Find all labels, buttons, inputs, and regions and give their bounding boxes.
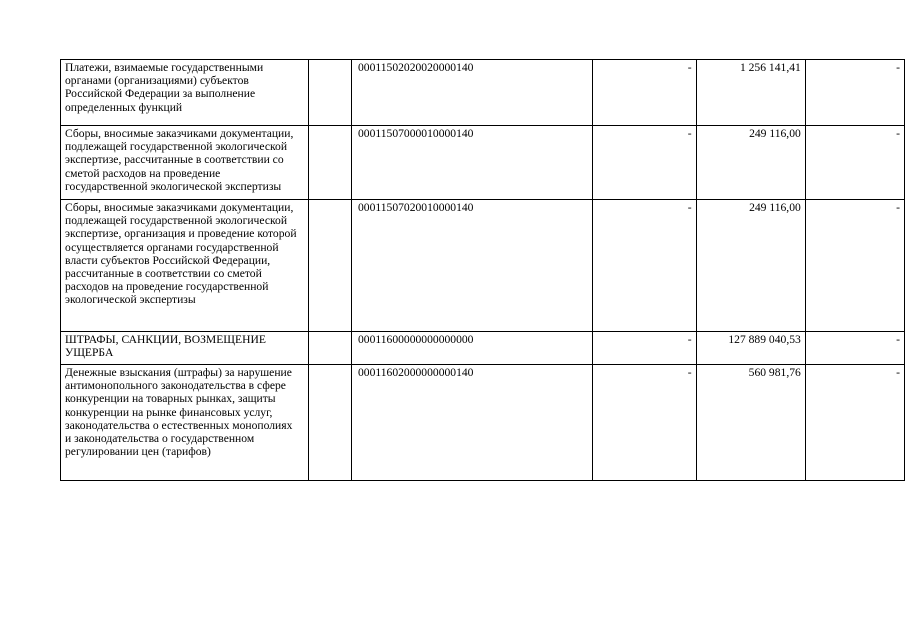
table-row [61, 332, 905, 365]
value-cell: 127 889 040,53 [696, 332, 805, 365]
budget-code: 00011502020020000140 [351, 60, 592, 126]
table-row [61, 60, 905, 126]
table-row [61, 200, 905, 332]
value-cell: - [593, 126, 696, 200]
budget-code: 00011507000010000140 [351, 126, 592, 200]
value-cell: - [805, 332, 904, 365]
value-cell: - [805, 126, 904, 200]
table-row [61, 126, 905, 200]
value-cell: - [805, 365, 904, 481]
empty-cell [308, 126, 351, 200]
empty-cell [308, 200, 351, 332]
value-cell: 249 116,00 [696, 200, 805, 332]
empty-cell [308, 365, 351, 481]
value-cell: - [593, 200, 696, 332]
table-row [61, 365, 905, 481]
row-name: ШТРАФЫ, САНКЦИИ, ВОЗМЕЩЕНИЕ УЩЕРБА [61, 332, 309, 365]
empty-cell [308, 60, 351, 126]
value-cell: - [593, 365, 696, 481]
budget-code: 00011600000000000000 [351, 332, 592, 365]
value-cell: 249 116,00 [696, 126, 805, 200]
budget-code: 00011507020010000140 [351, 200, 592, 332]
value-cell: - [593, 60, 696, 126]
row-name: Сборы, вносимые заказчиками документации, подлежащей государственной экологической экспертизе, рассчитанные в соответствии со сметой расходов на проведение государственной экологической экспертизы [61, 126, 309, 200]
value-cell: 1 256 141,41 [696, 60, 805, 126]
budget-revenue-table [60, 59, 905, 481]
row-name: Денежные взыскания (штрафы) за нарушение антимонопольного законодательства в сфере конкуренции на товарных рынках, защиты конкуренции на рынке финансовых услуг, законодательства о естественных монополиях и законодательства о государственном регулировании цен (тарифов) [61, 365, 309, 481]
value-cell: - [593, 332, 696, 365]
row-name: Платежи, взимаемые государственными органами (организациями) субъектов Российской Федерации за выполнение определенных функций [61, 60, 309, 126]
row-name: Сборы, вносимые заказчиками документации, подлежащей государственной экологической экспертизе, организация и проведение которой осуществляется органами государственной власти субъектов Российской Федерации, рассчитанные в соответствии со сметой расходов на проведение государственной экологической экспертизы [61, 200, 309, 332]
budget-code: 00011602000000000140 [351, 365, 592, 481]
value-cell: - [805, 60, 904, 126]
empty-cell [308, 332, 351, 365]
value-cell: - [805, 200, 904, 332]
value-cell: 560 981,76 [696, 365, 805, 481]
